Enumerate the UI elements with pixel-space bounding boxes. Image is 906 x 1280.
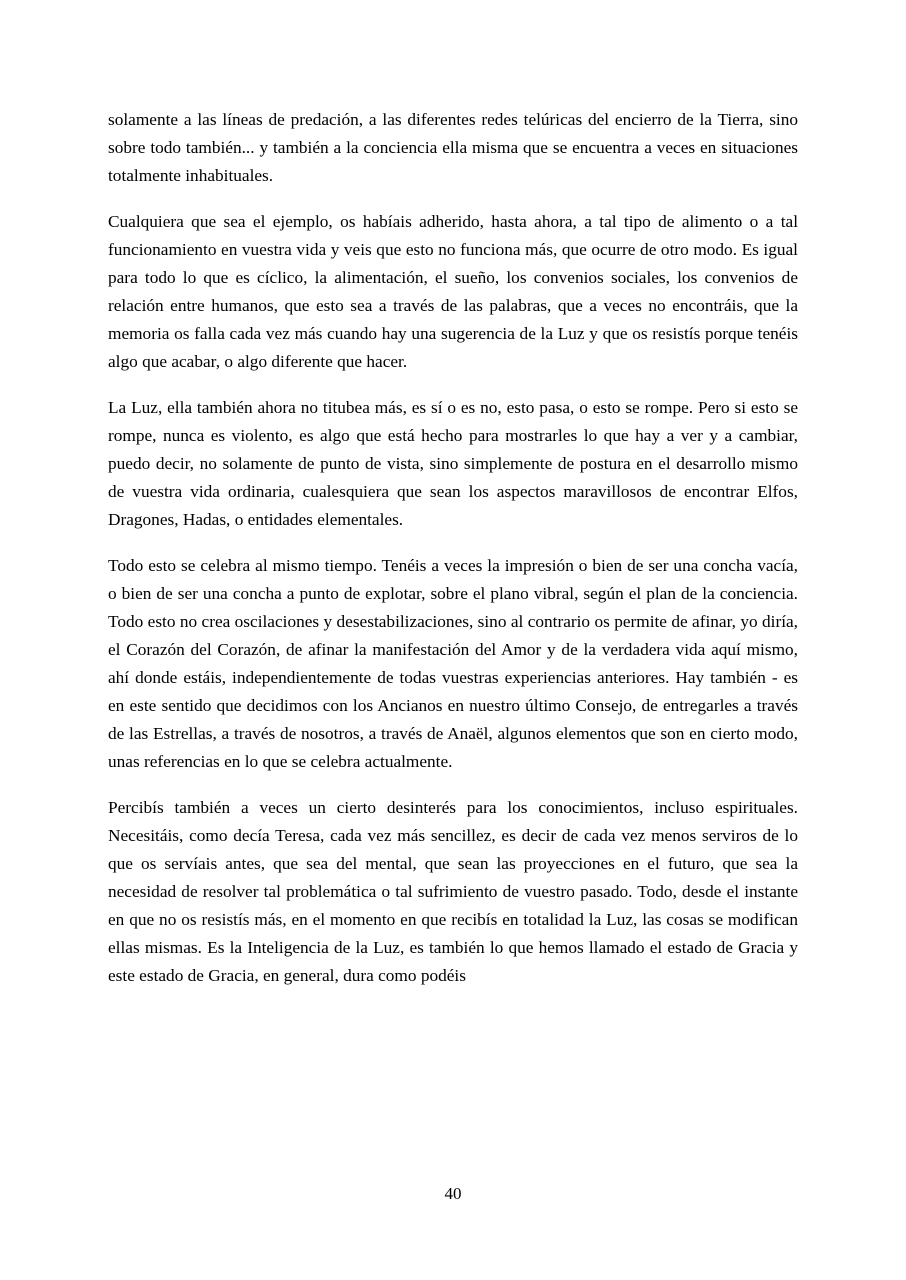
- text-content: [108, 106, 798, 990]
- paragraph: Percibís también a veces un cierto desinterés para los conocimientos, incluso espirituales. Necesitáis, como decía Teresa, cada vez más sencillez, es decir de cada vez menos serviros de lo que os servíais antes, que sea del mental, que sean las proyecciones en el futuro, que sea la necesidad de resolver tal problemática o tal sufrimiento de vuestro pasado. Todo, desde el instante en que no os resistís más, en el momento en que recibís en totalidad la Luz, las cosas se modifican ellas mismas. Es la Inteligencia de la Luz, es también lo que hemos llamado el estado de Gracia y este estado de Gracia, en general, dura como podéis: [108, 798, 798, 985]
- page-number: 40: [444, 1184, 462, 1203]
- paragraph: Todo esto se celebra al mismo tiempo. Tenéis a veces la impresión o bien de ser una concha vacía, o bien de ser una concha a punto de explotar, sobre el plano vibral, según el plan de la conciencia. Todo esto no crea oscilaciones y desestabilizaciones, sino al contrario os permite de afinar, yo diría, el Corazón del Corazón, de afinar la manifestación del Amor y de la verdadera vida aquí mismo, ahí donde estáis, independientemente de todas vuestras experiencias anteriores. Hay también - es en este sentido que decidimos con los Ancianos en nuestro último Consejo, de entregarles a través de las Estrellas, a través de nosotros, a través de Anaël, algunos elementos que son en cierto modo, unas referencias en lo que se celebra actualmente.: [108, 556, 798, 771]
- paragraph: Cualquiera que sea el ejemplo, os habíais adherido, hasta ahora, a tal tipo de alimento o a tal funcionamiento en vuestra vida y veis que esto no funciona más, que ocurre de otro modo. Es igual para todo lo que es cíclico, la alimentación, el sueño, los convenios sociales, los convenios de relación entre humanos, que esto sea a través de las palabras, que a veces no encontráis, que la memoria os falla cada vez más cuando hay una sugerencia de la Luz y que os resistís porque tenéis algo que acabar, o algo diferente que hacer.: [108, 212, 798, 371]
- paragraph: solamente a las líneas de predación, a las diferentes redes telúricas del encierro de la Tierra, sino sobre todo también... y también a la conciencia ella misma que se encuentra a veces en situaciones totalmente inhabituales.: [108, 110, 798, 185]
- paragraph: La Luz, ella también ahora no titubea más, es sí o es no, esto pasa, o esto se rompe. Pero si esto se rompe, nunca es violento, es algo que está hecho para mostrarles lo que hay a ver y a cambiar, puedo decir, no solamente de punto de vista, sino simplemente de postura en el desarrollo mismo de vuestra vida ordinaria, cualesquiera que sean los aspectos maravillosos de encontrar Elfos, Dragones, Hadas, o entidades elementales.: [108, 398, 798, 529]
